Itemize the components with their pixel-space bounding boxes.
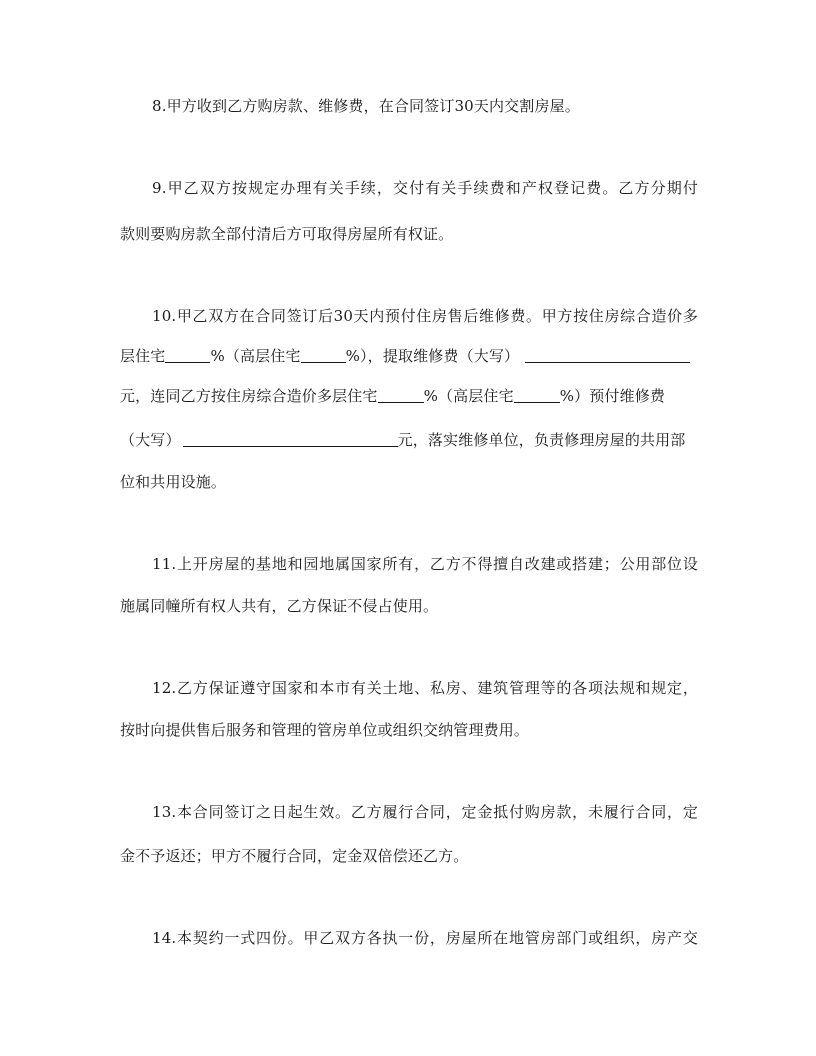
clause-10-line-2-text-c: %），提取维修费（大写） xyxy=(345,347,520,365)
clause-10-line-2-text-b: %（高层住宅 xyxy=(210,347,301,365)
clause-12-line-1: 12.乙方保证遵守国家和本市有关土地、私房、建筑管理等的各项法规和规定， xyxy=(152,679,698,697)
clause-10-line-2-text-a: 层住宅 xyxy=(120,347,166,365)
high-rise-percent-blank xyxy=(301,346,346,363)
clause-10-line-2 xyxy=(120,346,698,366)
prepaid-fee-amount-blank xyxy=(183,430,398,447)
clause-9-line-1: 9.甲乙双方按规定办理有关手续，交付有关手续费和产权登记费。乙方分期付 xyxy=(152,179,698,197)
clause-9-line-2: 款则要购房款全部付清后方可取得房屋所有权证。 xyxy=(120,225,454,243)
clause-10-line-5: 位和共用设施。 xyxy=(120,473,227,491)
clause-10-line-4-text-a: （大写） xyxy=(120,431,181,449)
clause-11-line-2: 施属同幢所有权人共有，乙方保证不侵占使用。 xyxy=(120,597,439,615)
buyer-multi-storey-percent-blank xyxy=(378,386,424,403)
clause-10-line-3-text-c: %）预付维修费 xyxy=(559,387,666,405)
multi-storey-percent-blank xyxy=(165,346,210,363)
clause-13-line-2: 金不予返还；甲方不履行合同，定金双倍偿还乙方。 xyxy=(120,847,469,865)
clause-10-line-3-text-a: 元，连同乙方按住房综合造价多层住宅 xyxy=(120,387,378,405)
maintenance-fee-amount-blank xyxy=(525,346,690,363)
buyer-high-rise-percent-blank xyxy=(514,386,560,403)
clause-10-line-4-text-b: 元，落实维修单位，负责修理房屋的共用部 xyxy=(397,431,686,449)
clause-14-line-1: 14.本契约一式四份。甲乙双方各执一份，房屋所在地管房部门或组织，房产交 xyxy=(152,929,698,947)
clause-12-line-2: 按时向提供售后服务和管理的管房单位或组织交纳管理费用。 xyxy=(120,721,530,739)
clause-13-line-1: 13.本合同签订之日起生效。乙方履行合同，定金抵付购房款，未履行合同，定 xyxy=(152,803,698,821)
clause-10-line-4 xyxy=(120,430,698,450)
clause-10-line-1: 10.甲乙双方在合同签订后30天内预付住房售后维修费。甲方按住房综合造价多 xyxy=(152,307,698,325)
clause-10-line-3 xyxy=(120,386,698,406)
clause-10-line-3-text-b: %（高层住宅 xyxy=(423,387,514,405)
clause-8-line-1: 8.甲方收到乙方购房款、维修费，在合同签订30天内交割房屋。 xyxy=(152,97,580,115)
clause-11-line-1: 11.上开房屋的基地和园地属国家所有，乙方不得擅自改建或搭建；公用部位设 xyxy=(152,555,698,573)
